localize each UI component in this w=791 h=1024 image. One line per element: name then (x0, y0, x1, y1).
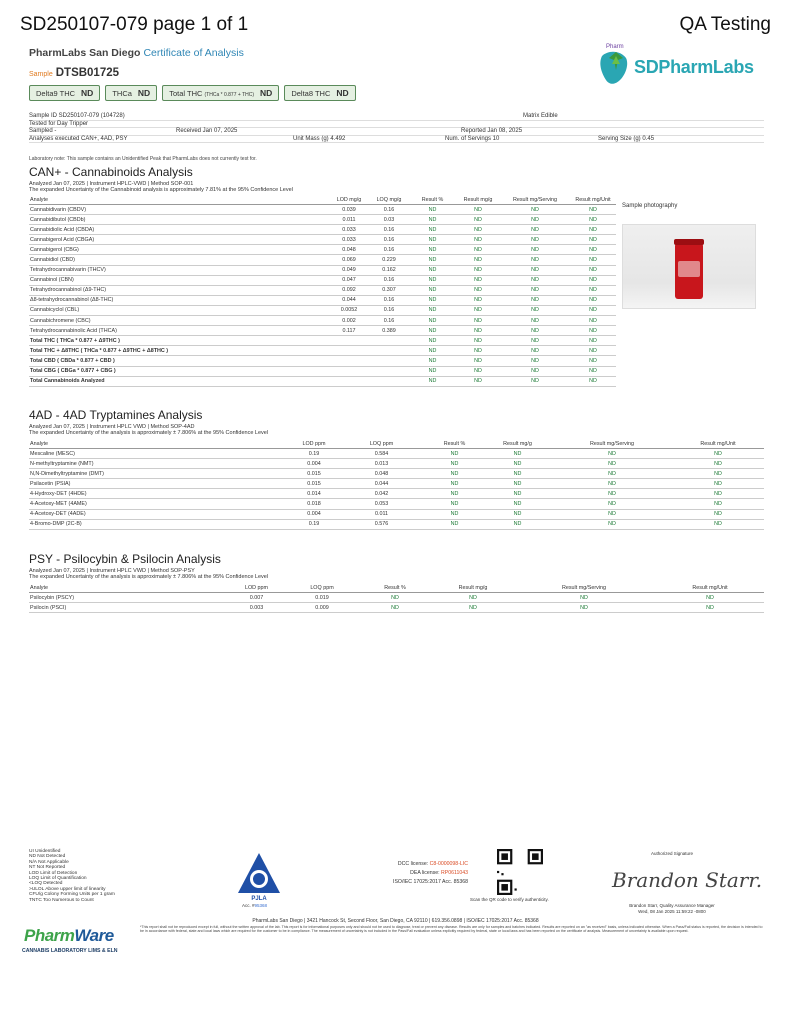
badge-thca: THCa ND (105, 85, 157, 101)
table-cell: ND (409, 255, 456, 265)
table-row (29, 603, 764, 613)
table-cell: ND (483, 509, 552, 519)
table-cell: 0.019 (288, 593, 356, 603)
table-cell: ND (500, 205, 570, 215)
ad-title: 4AD - 4AD Tryptamines Analysis (29, 408, 203, 422)
table-row (29, 205, 616, 215)
sample-info (29, 113, 764, 143)
table-cell: Cannabinol (CBN) (29, 275, 329, 285)
license-info: DCC license: C8-0000098-LIC DEA license: RP0611043 ISO/IEC 17025:2017 Acc. 85368 (393, 861, 468, 885)
column-header: Analyte (29, 441, 291, 449)
table-cell: 0.307 (369, 285, 409, 295)
table-cell: 0.053 (337, 499, 426, 509)
table-cell: ND (552, 469, 672, 479)
legend-item: CFU/g Colony Forming Units per 1 gram (29, 892, 115, 898)
table-cell: 0.044 (329, 295, 369, 305)
table-cell: ND (409, 265, 456, 275)
pharmware-logo: PharmWare CANNABIS LABORATORY LIMS & ELN (22, 926, 118, 954)
table-cell: ND (500, 245, 570, 255)
pjla-logo-icon (234, 849, 284, 903)
table-cell: 0.16 (369, 316, 409, 326)
table-cell: ND (570, 346, 616, 356)
table-cell: ND (656, 603, 764, 613)
table-row (29, 519, 764, 529)
legend-item: <LOQ Detected (29, 881, 63, 887)
table-cell: ND (456, 336, 500, 346)
table-cell: ND (500, 215, 570, 225)
table-cell: Cannabigerol Acid (CBGA) (29, 235, 329, 245)
table-cell: ND (672, 489, 764, 499)
table-cell: 0.069 (329, 255, 369, 265)
badge-delta8: Delta8 THC ND (284, 85, 355, 101)
psy-meta: Analyzed Jan 07, 2025 | Instrument HPLC VWD | Method SOP-PSY The expanded Uncertainty of the analysis is approximately ± 7.806% at the 95% Confidence Level (29, 568, 269, 581)
column-header: LOQ mg/g (369, 197, 409, 205)
table-cell: Cannabidiol (CBD) (29, 255, 329, 265)
table-cell: 0.16 (369, 305, 409, 315)
table-cell: 0.042 (337, 489, 426, 499)
table-cell: ND (426, 469, 483, 479)
table-cell: ND (552, 509, 672, 519)
table-row (29, 295, 616, 305)
table-cell: 0.047 (329, 275, 369, 285)
table-cell: ND (483, 499, 552, 509)
table-cell: Cannabidiolic Acid (CBDA) (29, 225, 329, 235)
column-header: Result % (409, 197, 456, 205)
coa-label: Certificate of Analysis (143, 47, 244, 59)
table-row (29, 499, 764, 509)
table-cell: 0.018 (291, 499, 337, 509)
table-cell: Cannabidivarin (CBDV) (29, 205, 329, 215)
badge-delta9: Delta9 THC ND (29, 85, 100, 101)
column-header: Result mg/Unit (656, 585, 764, 593)
table-cell: ND (456, 245, 500, 255)
legend-item: >ULOL Above upper limit of linearity (29, 886, 106, 892)
column-header: Result mg/g (456, 197, 500, 205)
badge-total-thc: Total THC (THCa * 0.877 + THC) ND (162, 85, 279, 101)
table-cell: ND (570, 265, 616, 275)
table-cell: ND (426, 499, 483, 509)
table-cell: ND (570, 366, 616, 376)
table-cell: ND (500, 336, 570, 346)
table-cell: Mescaline (MESC) (29, 449, 291, 459)
table-cell: ND (500, 235, 570, 245)
table-cell: ND (409, 366, 456, 376)
table-cell: Cannabidibutol (CBDb) (29, 215, 329, 225)
table-cell: 0.014 (291, 489, 337, 499)
table-row (29, 255, 616, 265)
table-cell: ND (456, 316, 500, 326)
table-row (29, 305, 616, 315)
table-cell: ND (500, 225, 570, 235)
sampled-field: Sampled - (29, 128, 57, 135)
table-cell: ND (552, 519, 672, 529)
table-cell: Total Cannabinoids Analyzed (29, 376, 409, 386)
servings-field: Num. of Servings 10 (445, 135, 500, 142)
table-cell: 0.229 (369, 255, 409, 265)
table-cell: ND (570, 235, 616, 245)
table-cell: Tetrahydrocannabinol (Δ9-THC) (29, 285, 329, 295)
column-header: Result mg/Unit (570, 197, 616, 205)
table-cell: 0.033 (329, 235, 369, 245)
table-cell: ND (426, 479, 483, 489)
column-header: LOD ppm (225, 585, 288, 593)
table-cell: ND (570, 316, 616, 326)
table-cell: ND (456, 255, 500, 265)
table-cell: 0.16 (369, 245, 409, 255)
sample-id: Sample DTSB01725 (29, 67, 120, 79)
table-cell: ND (434, 593, 512, 603)
table-row (29, 509, 764, 519)
table-cell: ND (500, 346, 570, 356)
column-header: Analyte (29, 585, 225, 593)
table-cell: ND (672, 469, 764, 479)
table-cell: ND (409, 295, 456, 305)
unit-mass-field: Unit Mass (g) 4.492 (293, 135, 346, 142)
table-cell: 4-Bromo-DMP (2C-B) (29, 519, 291, 529)
serving-size-field: Serving Size (g) 0.45 (598, 135, 655, 142)
lab-note: Laboratory note: This sample contains an Unidentified Peak that PharmLabs does not currently test for. (29, 156, 257, 162)
table-cell: 4-Acetoxy-DET (4ADE) (29, 509, 291, 519)
table-cell: 0.015 (291, 469, 337, 479)
table-cell: ND (500, 326, 570, 336)
table-cell: ND (500, 295, 570, 305)
signature-label: Authorized Signature (651, 851, 694, 856)
table-cell: 0.011 (329, 215, 369, 225)
table-row (29, 225, 616, 235)
can-title: CAN+ - Cannabinoids Analysis (29, 165, 193, 179)
table-cell: Tetrahydrocannabinolic Acid (THCA) (29, 326, 329, 336)
column-header: Result mg/Serving (500, 197, 570, 205)
table-cell: ND (409, 305, 456, 315)
legend-item: LOQ Limit of Quantification (29, 876, 87, 882)
tryptamines-table (29, 441, 764, 530)
table-cell: ND (500, 265, 570, 275)
table-cell: ND (456, 326, 500, 336)
table-cell: ND (672, 459, 764, 469)
table-cell: ND (409, 235, 456, 245)
table-row (29, 265, 616, 275)
table-cell: ND (656, 593, 764, 603)
footer-address: PharmLabs San Diego | 3421 Hancock St, Second Floor, San Diego, CA 92110 | 619.356.0898 | ISO/IEC 17025:2017 Acc. 85368 (252, 918, 539, 924)
table-cell: ND (409, 356, 456, 366)
table-cell: Psilacetin (PSIA) (29, 479, 291, 489)
table-cell: ND (456, 346, 500, 356)
table-row (29, 489, 764, 499)
table-row (29, 469, 764, 479)
table-row (29, 346, 616, 356)
sample-id-field: Sample ID SD250107-079 (104728) (29, 113, 125, 119)
table-cell: ND (456, 205, 500, 215)
table-cell: ND (426, 449, 483, 459)
table-row (29, 275, 616, 285)
table-row (29, 245, 616, 255)
table-cell: ND (500, 316, 570, 326)
table-cell: ND (570, 215, 616, 225)
table-row (29, 376, 616, 386)
table-row (29, 235, 616, 245)
table-row (29, 593, 764, 603)
table-cell: ND (552, 499, 672, 509)
ad-meta: Analyzed Jan 07, 2025 | Instrument HPLC VWD | Method SOP-4AD The expanded Uncertainty of the analysis is approximately ± 7.806% at the 95% Confidence Level (29, 424, 269, 437)
table-cell: ND (456, 215, 500, 225)
table-cell: 0.048 (329, 245, 369, 255)
table-cell: ND (552, 479, 672, 489)
table-cell: 0.389 (369, 326, 409, 336)
table-cell: Cannabichromene (CBC) (29, 316, 329, 326)
table-cell: 0.03 (369, 215, 409, 225)
table-cell: ND (672, 499, 764, 509)
legend-item: NT Not Reported (29, 865, 66, 871)
can-meta: Analyzed Jan 07, 2025 | Instrument HPLC-VWD | Method SOP-001 The expanded Uncertainty of the Cannabinoid analysis is approximately 7.81% at the 95% Confidence Level (29, 181, 293, 194)
table-cell: ND (409, 326, 456, 336)
column-header: Result mg/Serving (512, 585, 656, 593)
table-row (29, 215, 616, 225)
table-cell: ND (672, 519, 764, 529)
table-cell: ND (456, 265, 500, 275)
table-cell: ND (483, 519, 552, 529)
column-header: Analyte (29, 197, 329, 205)
table-cell: ND (409, 285, 456, 295)
pjla-accreditation (234, 849, 284, 913)
table-cell: ND (409, 215, 456, 225)
table-cell: ND (409, 225, 456, 235)
table-cell: ND (456, 275, 500, 285)
table-cell: ND (570, 275, 616, 285)
table-cell: ND (483, 459, 552, 469)
table-cell: ND (426, 509, 483, 519)
sample-photo (622, 224, 756, 309)
table-cell: 0.16 (369, 225, 409, 235)
footer-disclaimer: *This report shall not be reproduced except in full, without the written approval of the lab. This report is for informational purposes only and should not be used to diagnose, treat or prevent any disease. Results are only for samples and batches indicated. Results are reported on an "as received" basis, unless indicated otherwise. When a Pass/Fail status is reported, the decision is intended to be in accordance with federal, state and local laws which are required for the customer to be in compliance. The measurement of uncertainty is not included in the Pass/Fail evaluation unless explicitly required by federal, state or local laws and has been reported on the certificate of analysis. Measurement of uncertainty is available upon request. (140, 925, 763, 934)
table-cell: ND (512, 593, 656, 603)
table-cell: Tetrahydrocannabivarin (THCV) (29, 265, 329, 275)
table-cell: 0.162 (369, 265, 409, 275)
table-cell: 0.003 (225, 603, 288, 613)
table-cell: ND (356, 603, 434, 613)
table-row (29, 336, 616, 346)
table-cell: ND (426, 519, 483, 529)
page-header-qa: QA Testing (679, 14, 771, 35)
legend-item: UI Unidentified (29, 849, 61, 854)
table-row (29, 366, 616, 376)
table-cell: ND (356, 593, 434, 603)
table-cell: Total CBG ( CBGa * 0.877 + CBG ) (29, 366, 409, 376)
table-cell: 0.011 (337, 509, 426, 519)
table-cell: 0.009 (288, 603, 356, 613)
table-cell: 4-Acetoxy-MET (4AME) (29, 499, 291, 509)
reported-field: Reported Jan 08, 2025 (461, 128, 523, 135)
table-row (29, 326, 616, 336)
sample-photo-label: Sample photography (622, 203, 678, 209)
table-cell: ND (409, 336, 456, 346)
table-cell: 0.576 (337, 519, 426, 529)
table-cell: ND (570, 295, 616, 305)
legend-item: TNTC Too Numerous to Count (29, 897, 94, 903)
analyses-field: Analyses executed CAN+, 4AD, PSY (29, 135, 128, 142)
table-cell: 0.16 (369, 235, 409, 245)
column-header: Result mg/Unit (672, 441, 764, 449)
table-cell: 0.044 (337, 479, 426, 489)
table-cell: 0.19 (291, 449, 337, 459)
table-cell: ND (483, 469, 552, 479)
table-cell: 4-Hydroxy-DET (4HDE) (29, 489, 291, 499)
table-cell: ND (483, 479, 552, 489)
table-cell: ND (434, 603, 512, 613)
table-cell: N,N-Dimethyltryptamine (DMT) (29, 469, 291, 479)
table-cell: ND (500, 376, 570, 386)
table-cell: ND (570, 255, 616, 265)
summary-badges (29, 85, 356, 101)
abbreviation-legend (29, 849, 115, 903)
table-cell: ND (552, 449, 672, 459)
column-header: Result % (356, 585, 434, 593)
table-cell: 0.013 (337, 459, 426, 469)
table-cell: 0.16 (369, 295, 409, 305)
received-field: Received Jan 07, 2025 (176, 128, 238, 135)
table-cell: ND (456, 235, 500, 245)
table-cell: ND (456, 366, 500, 376)
table-cell: N-methyltryptamine (NMT) (29, 459, 291, 469)
california-logo-icon (596, 44, 636, 90)
table-row (29, 449, 764, 459)
table-cell: 0.007 (225, 593, 288, 603)
table-cell: ND (456, 305, 500, 315)
table-cell: Total THC + Δ8THC ( THCa * 0.877 + Δ9THC + Δ8THC ) (29, 346, 409, 356)
table-cell: 0.039 (329, 205, 369, 215)
table-cell: ND (672, 509, 764, 519)
table-cell: ND (672, 449, 764, 459)
table-cell: ND (456, 225, 500, 235)
table-row (29, 356, 616, 366)
legend-item: ND Not Detected (29, 854, 66, 860)
table-cell: ND (552, 459, 672, 469)
column-header: Result mg/g (483, 441, 552, 449)
column-header: Result mg/g (434, 585, 512, 593)
table-cell: ND (552, 489, 672, 499)
table-cell: ND (570, 326, 616, 336)
tested-for-field: Tested for Day Tripper (29, 120, 89, 127)
table-cell: ND (456, 376, 500, 386)
table-cell: 0.19 (291, 519, 337, 529)
table-cell: ND (570, 336, 616, 346)
sample-jar-image (675, 243, 703, 299)
table-cell: ND (570, 356, 616, 366)
table-cell: ND (500, 356, 570, 366)
table-cell: 0.002 (329, 316, 369, 326)
table-cell: ND (570, 245, 616, 255)
column-header: Result % (426, 441, 483, 449)
table-cell: Cannabigerol (CBG) (29, 245, 329, 255)
table-cell: ND (570, 285, 616, 295)
table-cell: Δ8-tetrahydrocannabinol (Δ8-THC) (29, 295, 329, 305)
column-header: LOQ ppm (337, 441, 426, 449)
table-cell: 0.004 (291, 509, 337, 519)
table-cell: ND (500, 275, 570, 285)
legend-item: LOD Limit of Detection (29, 870, 78, 876)
table-cell: ND (409, 205, 456, 215)
table-cell: 0.049 (329, 265, 369, 275)
table-cell: ND (570, 225, 616, 235)
psilocybin-table (29, 585, 764, 613)
pjla-name: PJLA (251, 896, 267, 902)
table-cell: ND (500, 366, 570, 376)
table-cell: ND (409, 275, 456, 285)
table-cell: ND (512, 603, 656, 613)
table-cell: ND (500, 285, 570, 295)
table-cell: ND (409, 346, 456, 356)
page-header-title: SD250107-079 page 1 of 1 (20, 14, 249, 35)
sdpharmlabs-logo: Pharm SDPharmLabs (596, 44, 766, 90)
table-cell: 0.584 (337, 449, 426, 459)
pjla-acc: Acc. #95368 (242, 903, 268, 908)
table-cell: 0.0052 (329, 305, 369, 315)
signature-image: Brandon Starr. (612, 868, 763, 892)
qr-caption: Scan the QR code to verify authenticity. (470, 897, 549, 902)
table-cell: ND (426, 459, 483, 469)
signatory: Brandon Starr, Quality Assurance Manager Wed, 08 Jan 2025 11:59:22 -0800 (629, 903, 715, 914)
table-cell: ND (483, 449, 552, 459)
verification-qr-code[interactable] (497, 849, 543, 895)
table-cell: 0.004 (291, 459, 337, 469)
table-cell: ND (409, 245, 456, 255)
table-cell: ND (500, 255, 570, 265)
table-cell: ND (483, 489, 552, 499)
table-cell: ND (570, 205, 616, 215)
table-cell: 0.092 (329, 285, 369, 295)
table-cell: Psilocybin (PSCY) (29, 593, 225, 603)
table-cell: 0.033 (329, 225, 369, 235)
cannabinoids-table (29, 197, 616, 387)
table-cell: ND (426, 489, 483, 499)
table-cell: Total THC ( THCa * 0.877 + Δ9THC ) (29, 336, 409, 346)
table-cell: ND (672, 479, 764, 489)
table-cell: 0.048 (337, 469, 426, 479)
column-header: LOQ ppm (288, 585, 356, 593)
table-cell: 0.117 (329, 326, 369, 336)
column-header: Result mg/Serving (552, 441, 672, 449)
table-cell: Psilocin (PSCI) (29, 603, 225, 613)
legend-item: N/A Not Applicable (29, 859, 69, 865)
table-cell: ND (409, 316, 456, 326)
table-row (29, 316, 616, 326)
table-cell: ND (456, 356, 500, 366)
table-cell: 0.015 (291, 479, 337, 489)
table-row (29, 479, 764, 489)
table-cell: Cannabicyclol (CBL) (29, 305, 329, 315)
table-cell: ND (456, 285, 500, 295)
table-cell: ND (456, 295, 500, 305)
matrix-field: Matrix Edible (523, 113, 558, 119)
table-cell: Total CBD ( CBDa * 0.877 + CBD ) (29, 356, 409, 366)
table-row (29, 459, 764, 469)
lab-name: PharmLabs San Diego Certificate of Analysis (29, 47, 244, 59)
table-cell: 0.16 (369, 205, 409, 215)
psy-title: PSY - Psilocybin & Psilocin Analysis (29, 552, 221, 566)
table-cell: ND (570, 305, 616, 315)
table-row (29, 285, 616, 295)
table-cell: 0.16 (369, 275, 409, 285)
column-header: LOD mg/g (329, 197, 369, 205)
table-cell: ND (570, 376, 616, 386)
table-cell: ND (409, 376, 456, 386)
table-cell: ND (500, 305, 570, 315)
column-header: LOD ppm (291, 441, 337, 449)
